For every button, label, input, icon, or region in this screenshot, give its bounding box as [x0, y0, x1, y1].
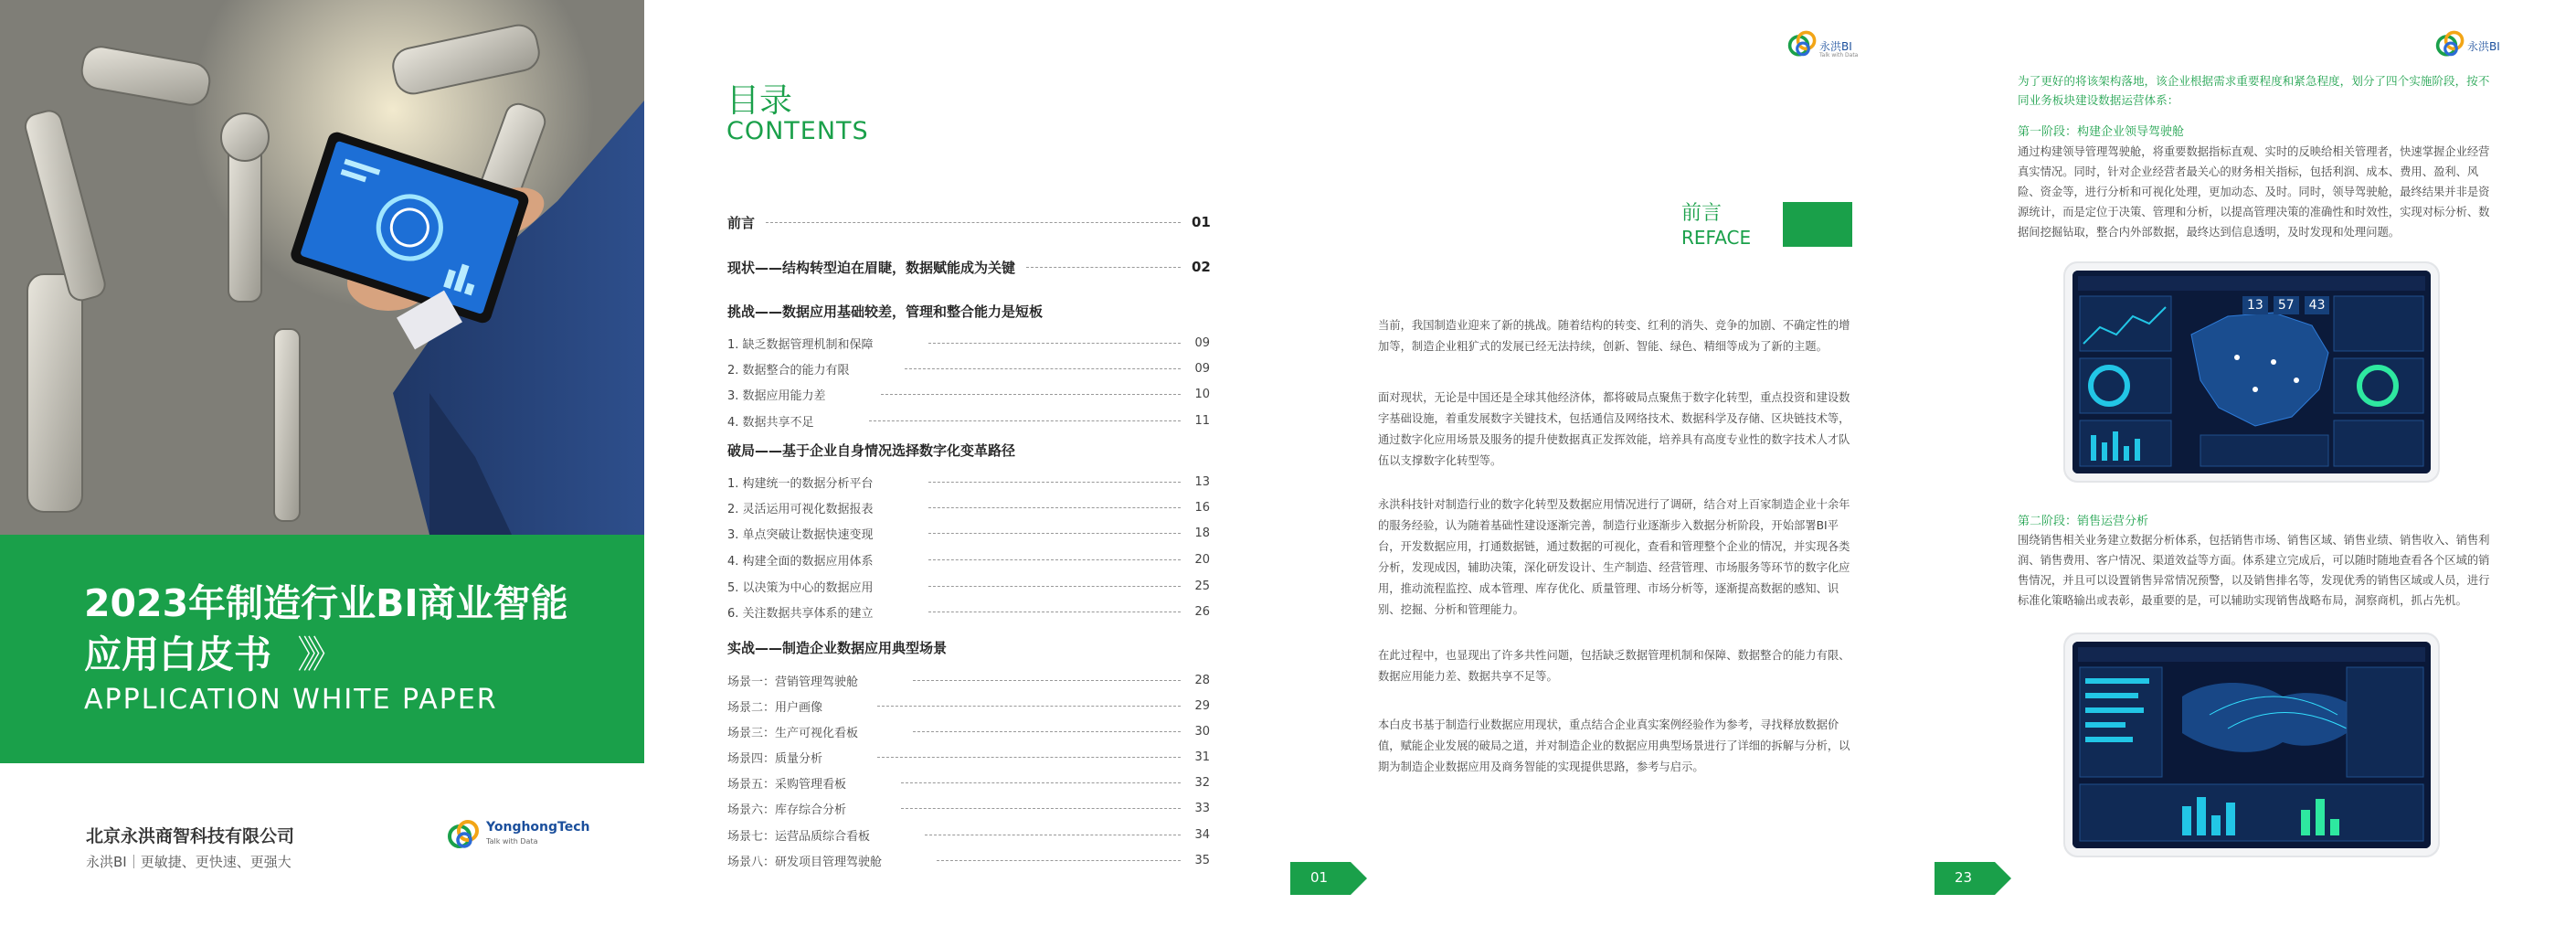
- toc-leader-dots: [928, 482, 1181, 483]
- toc-item: [727, 472, 1210, 492]
- toc-page-number: 10: [1194, 387, 1210, 401]
- page-number: 23: [1955, 869, 1973, 886]
- toc-item-label: 4. 构建全面的数据应用体系: [727, 554, 874, 569]
- toc-section: [727, 212, 1210, 232]
- cover-company: 北京永洪商智科技有限公司: [86, 826, 295, 846]
- toc-leader-dots: [937, 860, 1181, 861]
- toc-item: [727, 772, 1210, 792]
- toc-item: [727, 601, 1210, 622]
- toc-title-en: CONTENTS: [726, 117, 869, 145]
- preface-paragraph-5: 本白皮书基于制造行业数据应用现状，重点结合企业真实案例经验作为参考，寻找释放数据价值，赋能企业发展的破局之道，并对制造企业的数据应用典型场景进行了详细的拆解与分析，以期为制造企业数据应用及商务智能的实现提供思路，参考与启示。: [1378, 718, 1850, 773]
- logo-name: YonghongTech: [486, 820, 590, 835]
- toc-item-label: 4. 数据共享不足: [727, 415, 814, 430]
- logo-rings-icon: [446, 816, 482, 853]
- preface-logo: [1786, 27, 1859, 64]
- dashboard-screenshot-2: [2072, 642, 2431, 848]
- preface-paragraph-4: 在此过程中，也显现出了许多共性问题，包括缺乏数据管理机制和保障、数据整合的能力有限、数据应用能力差、数据共享不足等。: [1378, 649, 1850, 683]
- logo-rings-icon: [1786, 27, 1819, 60]
- toc-leader-dots: [1026, 267, 1181, 268]
- toc-page-number: 34: [1194, 827, 1210, 842]
- toc-item: [727, 549, 1210, 569]
- preface-paragraph-3: 永洪科技针对制造行业的数字化转型及数据应用情况进行了调研，结合对上百家制造企业十余年的服务经验，认为随着基础性建设逐渐完善，制造行业逐渐步入数据分析阶段，开始部署BI平台，开发数据应用，打通数据链，通过数据的可视化，查看和管理整个企业的情况，并实现各类分析，发现成因，辅助决策，深化研发设计、生产制造、经营管理、市场服务等环节的数字化应用，推动流程监控、成本管理、库存优化、质量管理、市场分析等，逐渐提高数据的感知、识别、挖掘、分析和管理能力。: [1378, 498, 1850, 616]
- toc-item-label: 1. 构建统一的数据分析平台: [727, 476, 874, 491]
- toc-page-number: 25: [1194, 579, 1210, 593]
- stage1-title: 第一阶段：构建企业领导驾驶舱: [2018, 125, 2185, 139]
- toc-leader-dots: [928, 507, 1181, 508]
- toc-item-label: 场景三：生产可视化看板: [727, 726, 859, 740]
- toc-page-number: 01: [1192, 214, 1211, 230]
- toc-page-number: 29: [1194, 698, 1210, 713]
- toc-leader-dots: [877, 757, 1181, 758]
- toc-leader-dots: [928, 343, 1181, 344]
- page-number: 01: [1310, 869, 1329, 886]
- dashboard-world-map: [2072, 642, 2431, 848]
- dashboard-screenshot-1: [2072, 271, 2431, 473]
- double-chevron-icon: 》》: [297, 633, 335, 676]
- toc-item-label: 场景六：库存综合分析: [727, 803, 847, 817]
- toc-item: [727, 384, 1210, 404]
- toc-leader-dots: [913, 731, 1181, 732]
- toc-item-label: 3. 单点突破让数据快速变现: [727, 527, 874, 542]
- cover-title: [84, 578, 632, 680]
- toc-item: [727, 850, 1210, 870]
- toc-item: [727, 358, 1210, 378]
- toc-page-number: 35: [1194, 853, 1210, 867]
- preface-accent-bar: [1783, 202, 1852, 247]
- toc-item-label: 3. 数据应用能力差: [727, 388, 826, 403]
- stage1-body: 通过构建领导管理驾驶舱，将重要数据指标直观、实时的反映给相关管理者，快速掌握企业经营真实情况。同时，针对企业经营者最关心的财务相关指标，包括利润、成本、费用、盈利、风险、资金等，进行分析和可视化处理，更加动态、及时。同时，领导驾驶舱，最终结果并非是资源统计，而是定位于决策、管理和分析，以提高管理决策的准确性和时效性，实现对标分析、数据间挖掘钻取，整合内外部数据，最终达到信息透明，及时发现和处理问题。: [2018, 145, 2490, 239]
- toc-leader-dots: [877, 706, 1181, 707]
- logo-rings-icon: [2434, 27, 2467, 60]
- toc-item: [727, 410, 1210, 431]
- toc-item-label: 1. 缺乏数据管理机制和保障: [727, 337, 874, 352]
- toc-item-label: 6. 关注数据共享体系的建立: [727, 606, 874, 621]
- toc-item-label: 挑战——数据应用基础较差，管理和整合能力是短板: [727, 303, 1044, 320]
- toc-page-number: 02: [1192, 259, 1211, 275]
- preface-title-cn: 前言: [1681, 202, 1723, 225]
- counter-1: 13: [2242, 296, 2268, 314]
- toc-item: [727, 523, 1210, 543]
- toc-item-label: 现状——结构转型迫在眉睫，数据赋能成为关键: [727, 259, 1016, 276]
- toc-title-cn: 目录: [726, 82, 793, 120]
- page-number-badge: [1290, 862, 1367, 895]
- toc-leader-dots: [928, 559, 1181, 560]
- cover-title-line2: [84, 629, 632, 680]
- toc-page-number: 09: [1194, 335, 1210, 350]
- toc-leader-dots: [913, 680, 1181, 681]
- counter-3: 43: [2305, 296, 2330, 314]
- toc-item: [727, 333, 1210, 353]
- toc-section: [727, 440, 1210, 460]
- toc-leader-dots: [869, 420, 1181, 421]
- toc-section: [727, 637, 1210, 657]
- toc-item-label: 场景二：用户画像: [727, 700, 823, 715]
- toc-item-label: 2. 灵活运用可视化数据报表: [727, 502, 874, 516]
- logo-tagline: Talk with Data: [486, 837, 538, 846]
- toc-page-number: 11: [1194, 413, 1210, 428]
- toc-leader-dots: [881, 394, 1181, 395]
- toc-item: [727, 798, 1210, 818]
- stage2-title: 第二阶段：销售运营分析: [2018, 515, 2149, 528]
- robot-arm-illustration: [0, 0, 644, 535]
- toc-item: [727, 747, 1210, 767]
- toc-page-number: 09: [1194, 361, 1210, 376]
- toc-item-label: 场景五：采购管理看板: [727, 777, 847, 792]
- toc-page-number: 28: [1194, 673, 1210, 687]
- page4-logo: [2434, 27, 2500, 64]
- toc-item-label: 实战——制造企业数据应用典型场景: [727, 639, 948, 656]
- toc-item-label: 场景一：营销管理驾驶舱: [727, 675, 859, 689]
- toc-leader-dots: [766, 222, 1181, 223]
- page4-intro: 为了更好的将该架构落地，该企业根据需求重要程度和紧急程度，划分了四个实施阶段，按不同业务板块建设数据运营体系：: [2018, 74, 2490, 107]
- cover-title-line1: 2023年制造行业BI商业智能: [84, 581, 568, 625]
- yonghong-logo: [446, 816, 590, 856]
- cover-subtitle: APPLICATION WHITE PAPER: [84, 684, 498, 716]
- toc-leader-dots: [905, 368, 1181, 369]
- cover-slogan: 永洪BI｜更敏捷、更快速、更强大: [86, 854, 292, 870]
- page-number-badge: [1935, 862, 2011, 895]
- toc-item: [727, 576, 1210, 596]
- toc-page-number: 16: [1194, 500, 1210, 515]
- page-badge-shape: [1935, 862, 2011, 895]
- dashboard-counter-group: [2242, 296, 2329, 314]
- toc-leader-dots: [928, 533, 1181, 534]
- toc-leader-dots: [901, 782, 1181, 783]
- stage2-body: 围绕销售相关业务建立数据分析体系，包括销售市场、销售区域、销售业绩、销售收入、销售利润、销售费用、客户情况、渠道效益等方面。体系建立完成后，可以随时随地查看各个区域的销售情况，并且可以设置销售异常情况预警，以及销售排名等，发现优秀的销售区域或人员，进行标准化策略输出或表彰，最重要的是，可以辅助实现销售战略布局，洞察商机，抓占先机。: [2018, 534, 2490, 607]
- toc-item-label: 2. 数据整合的能力有限: [727, 363, 850, 378]
- cover-photo: [0, 0, 644, 535]
- page-badge-shape: [1290, 862, 1367, 895]
- toc-page-number: 20: [1194, 552, 1210, 567]
- toc-page-number: 18: [1194, 526, 1210, 540]
- toc-item: [727, 721, 1210, 741]
- toc-item-label: 破局——基于企业自身情况选择数字化变革路径: [727, 441, 1016, 459]
- toc-item-label: 前言: [727, 214, 756, 231]
- toc-page-number: 32: [1194, 775, 1210, 790]
- toc-page-number: 30: [1194, 724, 1210, 739]
- cover-title-line2-text: 应用白皮书: [84, 633, 271, 676]
- toc-item-label: 5. 以决策为中心的数据应用: [727, 580, 874, 595]
- toc-item: [727, 824, 1210, 845]
- toc-leader-dots: [928, 586, 1181, 587]
- toc-page-number: 31: [1194, 750, 1210, 764]
- chevron-glyph: 》: [297, 633, 307, 676]
- toc-item: [727, 670, 1210, 690]
- counter-2: 57: [2274, 296, 2299, 314]
- logo-small: Talk with Data: [1819, 52, 1859, 58]
- toc-item: [727, 696, 1210, 716]
- toc-page-number: 33: [1194, 801, 1210, 815]
- toc-item-label: 场景七：运营品质综合看板: [727, 829, 871, 844]
- preface-paragraph-2: 面对现状，无论是中国还是全球其他经济体，都将破局点聚焦于数字化转型，重点投资和建设数字基础设施，着重发展数字关键技术，包括通信及网络技术、数据科学及存储、区块链技术等，通过数字化应用场景及服务的提升使数据真正发挥效能，培养具有高度专业性的数字技术人才队伍以支撑数字化转型等。: [1378, 391, 1850, 467]
- toc-item-label: 场景八：研发项目管理驾驶舱: [727, 855, 883, 869]
- toc-page-number: 26: [1194, 604, 1210, 619]
- logo-text: 永洪BI: [1819, 40, 1852, 53]
- toc-section: [727, 301, 1210, 321]
- toc-page-number: 13: [1194, 474, 1210, 489]
- toc-item: [727, 497, 1210, 517]
- toc-section: [727, 257, 1210, 277]
- logo-text: 永洪BI: [2467, 40, 2500, 53]
- preface-paragraph-1: 当前，我国制造业迎来了新的挑战。随着结构的转变、红利的消失、竞争的加剧、不确定性的增加等，制造企业粗犷式的发展已经无法持续，创新、智能、绿色、精细等成为了新的主题。: [1378, 319, 1850, 353]
- toc-item-label: 场景四：质量分析: [727, 751, 823, 766]
- toc-leader-dots: [901, 808, 1181, 809]
- preface-title-en: REFACE: [1681, 227, 1752, 249]
